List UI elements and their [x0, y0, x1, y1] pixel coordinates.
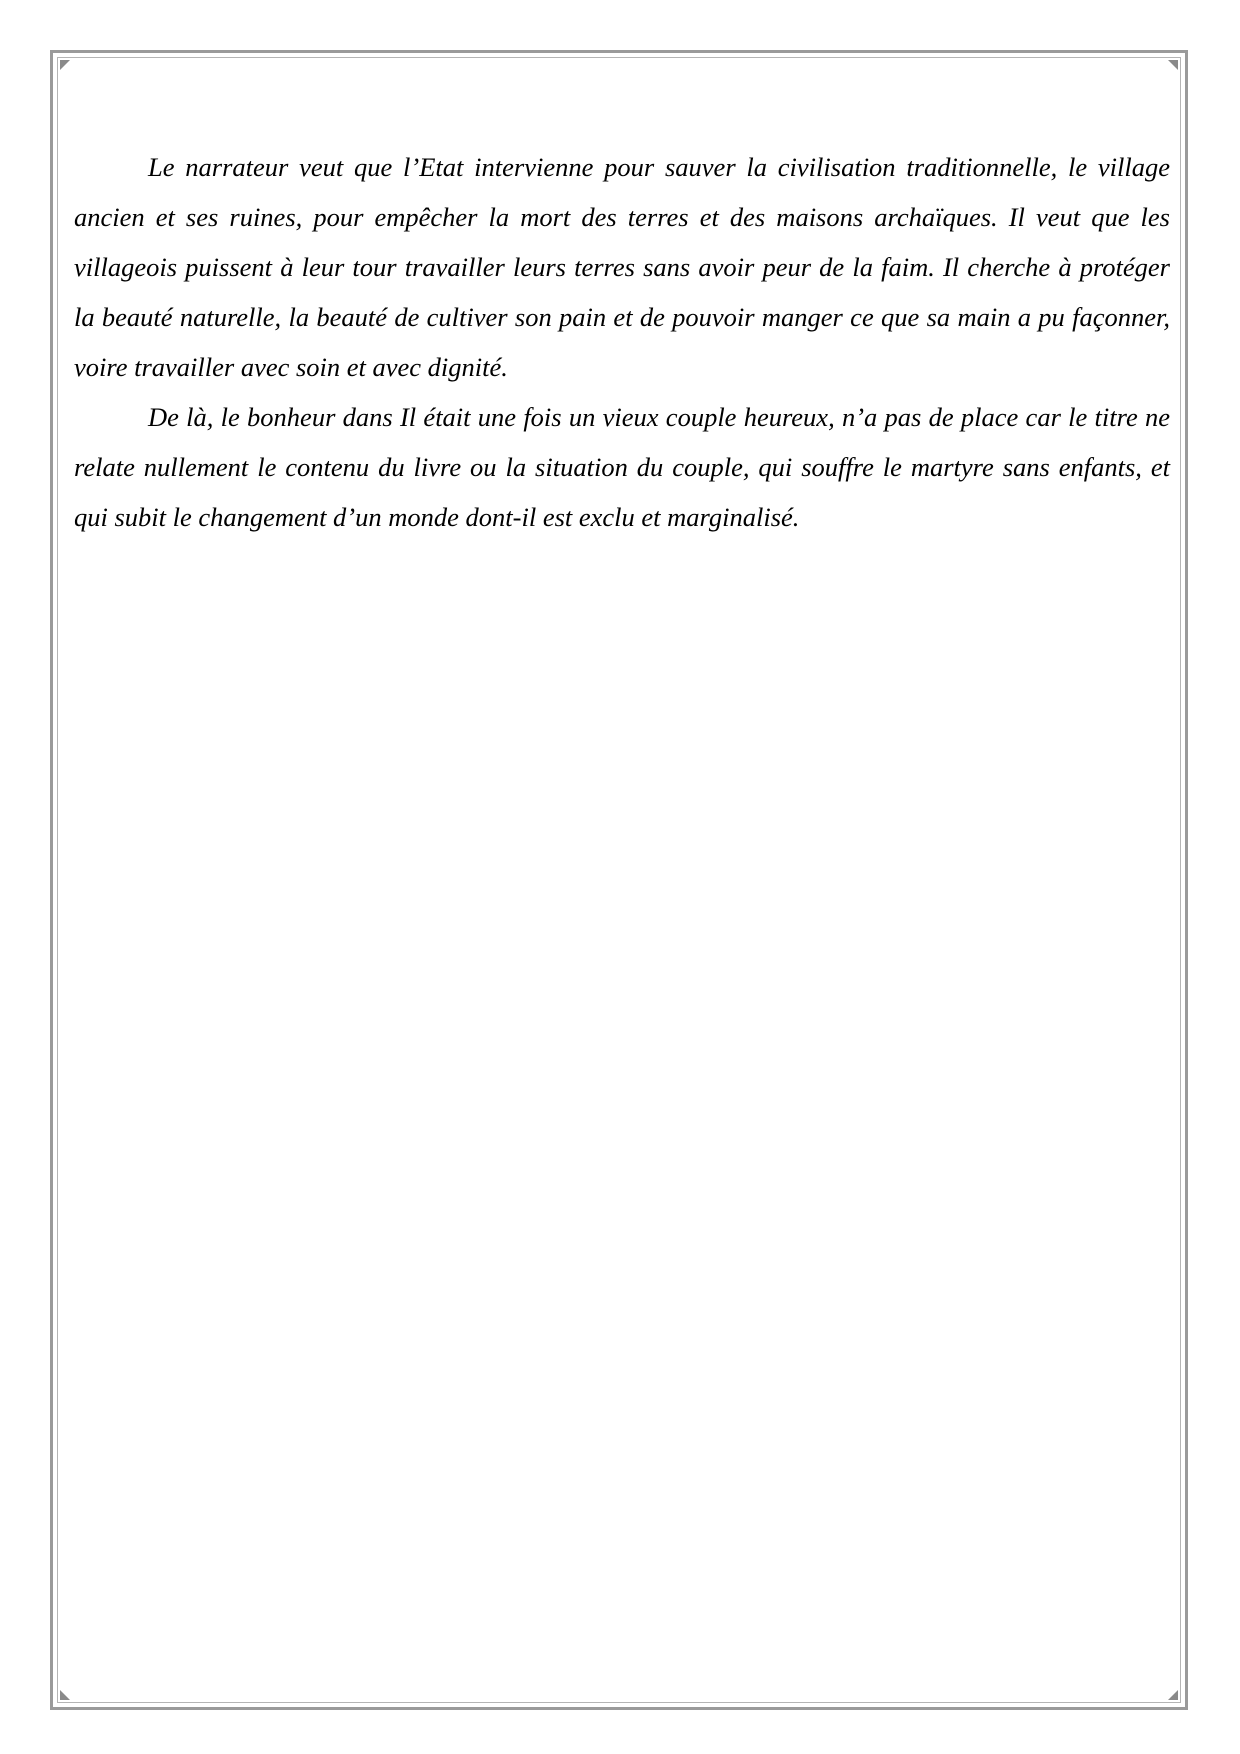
- paragraph-1: Le narrateur veut que l’Etat intervienne pour sauver la civilisation traditionnelle, le village ancien et ses ruines, pour empêcher la mort des terres et des maisons archaïques. Il veut que les villageois puissent à leur tour travailler leurs terres sans avoir peur de la faim. Il cherche à protéger la beauté naturelle, la beauté de cultiver son pain et de pouvoir manger ce que sa main a pu façonner, voire travailler avec soin et avec dignité.: [74, 152, 1170, 382]
- corner-ornament-bottom-left: [60, 1690, 70, 1700]
- document-body: [74, 142, 1170, 542]
- corner-ornament-top-right: [1168, 60, 1178, 70]
- corner-ornament-bottom-right: [1168, 1690, 1178, 1700]
- paragraph-2: De là, le bonheur dans Il était une fois un vieux couple heureux, n’a pas de place car le titre ne relate nullement le contenu du livre ou la situation du couple, qui souffre le martyre sans enfants, et qui subit le changement d’un monde dont-il est exclu et marginalisé.: [74, 402, 1170, 532]
- corner-ornament-top-left: [60, 60, 70, 70]
